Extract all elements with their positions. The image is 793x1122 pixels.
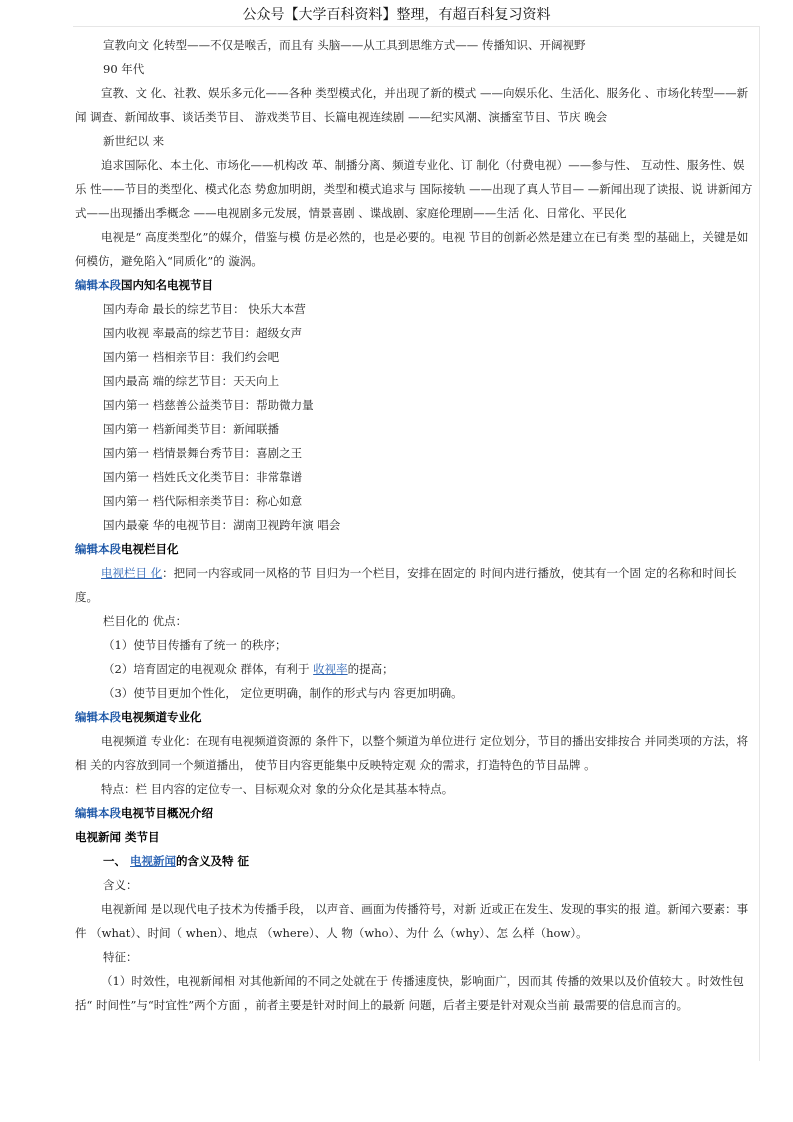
term-link-tv-news[interactable]: 电视新闻 [130, 854, 177, 868]
advantages-title: 栏目化的 优点： [103, 614, 188, 628]
section-heading-overview [75, 801, 755, 825]
advantage-item: （1）使节目传播有了统一 的秩序； [103, 638, 287, 652]
advantage-item: （3）使节目更加个性化， 定位更明确，制作的形式与内 容更加明确。 [103, 686, 463, 700]
advantage-text: 的提高； [347, 662, 394, 676]
edit-section-link[interactable]: 编辑本段 [75, 542, 121, 556]
intro-paragraph-3: 电视是“ 高度类型化”的媒介，借鉴与模 仿是必然的，也是必要的。电视 节目的创新必然是建立在已有类 型的基础上，关键是如 何模仿，避免陷入“同质化”的 漩涡。 [75, 230, 749, 268]
feature-item: （1）时效性，电视新闻相 对其他新闻的不同之处就在于 传播速度快，影响面广，因而其 传播的效果以及价值较大 。时效性包括“ 时间性”与“时宜性”两个方面 ，前者主要是针对时间上的最新 问题，后者主要是针对观众当前 最需要的信息而言的。 [75, 974, 744, 1012]
document-page [73, 26, 760, 1061]
document-content [75, 33, 755, 1017]
list-item: 国内第一 档情景舞台秀节目：喜剧之王 [103, 446, 303, 460]
list-item: 国内第一 档慈善公益类节目：帮助微力量 [103, 398, 314, 412]
list-item: 国内最高 端的综艺节目：天天向上 [103, 374, 280, 388]
section-title: 电视节目概况介绍 [121, 806, 213, 820]
advantage-item [75, 657, 755, 681]
list-item: 国内收视 率最高的综艺节目：超级女声 [103, 326, 303, 340]
section-heading-channel [75, 705, 755, 729]
subsection-heading-1 [75, 849, 755, 873]
definition-text: ：把同一内容或同一风格的节 目归为一个栏目，安排在固定的 时间内进行播放，使其有一个固 定的名称和时间长度。 [75, 566, 737, 604]
programming-definition [75, 561, 755, 609]
list-item: 国内第一 档代际相亲类节目：称心如意 [103, 494, 303, 508]
section-title: 电视栏目化 [121, 542, 179, 556]
page-header: 公众号【大学百科资料】整理，有超百科复习资料 [242, 7, 551, 23]
list-item: 国内最豪 华的电视节目：湖南卫视跨年演 唱会 [103, 518, 341, 532]
intro-paragraph-2: 追求国际化、本土化、市场化——机构改 革、制播分离、频道专业化、订 制化（付费电视）——参与性、 互动性、服务性、娱乐 性——节目的类型化、模式化态 势愈加明朗，类型和模式追求与 国际接轨 ——出现了真人节目— —新闻出现了读报、说 讲新闻方式——出现播出季概念 ——电视剧多元发展，情景喜剧 、谍战剧、家庭伦理剧——生活 化、日常化、平民化 [75, 158, 753, 220]
section-heading-famous-programs [75, 273, 755, 297]
meaning-label: 含义： [103, 878, 138, 892]
advantage-text: （2）培育固定的电视观众 群体，有利于 [103, 662, 310, 676]
channel-features: 特点：栏 目内容的定位专一、目标观众对 象的分众化是其基本特点。 [101, 782, 454, 796]
term-link-programming[interactable]: 电视栏目 化 [101, 566, 163, 580]
edit-section-link[interactable]: 编辑本段 [75, 710, 121, 724]
list-item: 国内第一 档姓氏文化类节目：非常靠谱 [103, 470, 303, 484]
edit-section-link[interactable]: 编辑本段 [75, 806, 121, 820]
list-item: 国内第一 档相亲节目：我们约会吧 [103, 350, 280, 364]
intro-line-1: 宣教向文 化转型——不仅是喉舌，而且有 头脑——从工具到思维方式—— 传播知识、开阔视野 [103, 38, 586, 52]
edit-section-link[interactable]: 编辑本段 [75, 278, 121, 292]
heading-number: 一、 [103, 854, 126, 868]
channel-definition: 电视频道 专业化：在现有电视频道资源的 条件下，以整个频道为单位进行 定位划分，节目的播出安排按合 并同类项的方法，将相 关的内容放到同一个频道播出， 使节目内容更能集中反映特定观 众的需求，打造特色的节目品牌 。 [75, 734, 749, 772]
list-item: 国内寿命 最长的综艺节目： 快乐大本营 [103, 302, 306, 316]
heading-text: 的含义及特 征 [176, 854, 250, 868]
subsection-title: 电视新闻 类节目 [75, 830, 160, 844]
feature-label: 特征： [103, 950, 138, 964]
section-title: 电视频道专业化 [121, 710, 202, 724]
meaning-text: 电视新闻 是以现代电子技术为传播手段， 以声音、画面为传播符号，对新 近或正在发生、发现的事实的报 道。新闻六要素：事件 （what）、时间（ when）、地点 （where）、人 物（who）、为什 么（why）、怎 么样（how）。 [75, 902, 749, 940]
list-item: 国内第一 档新闻类节目：新闻联播 [103, 422, 280, 436]
intro-paragraph-1: 宣教、文 化、社教、娱乐多元化——各种 类型模式化，并出现了新的模式 ——向娱乐化、生活化、服务化 、市场化转型——新闻 调查、新闻故事、谈话类节目、 游戏类节目、长篇电视连续剧 ——纪实风潮、演播室节目、节庆 晚会 [75, 86, 749, 124]
intro-line-3: 新世纪以 来 [103, 134, 165, 148]
intro-line-2: 90 年代 [103, 62, 145, 76]
term-link-ratings[interactable]: 收视率 [313, 662, 348, 676]
section-title: 国内知名电视节目 [121, 278, 213, 292]
section-heading-programming [75, 537, 755, 561]
